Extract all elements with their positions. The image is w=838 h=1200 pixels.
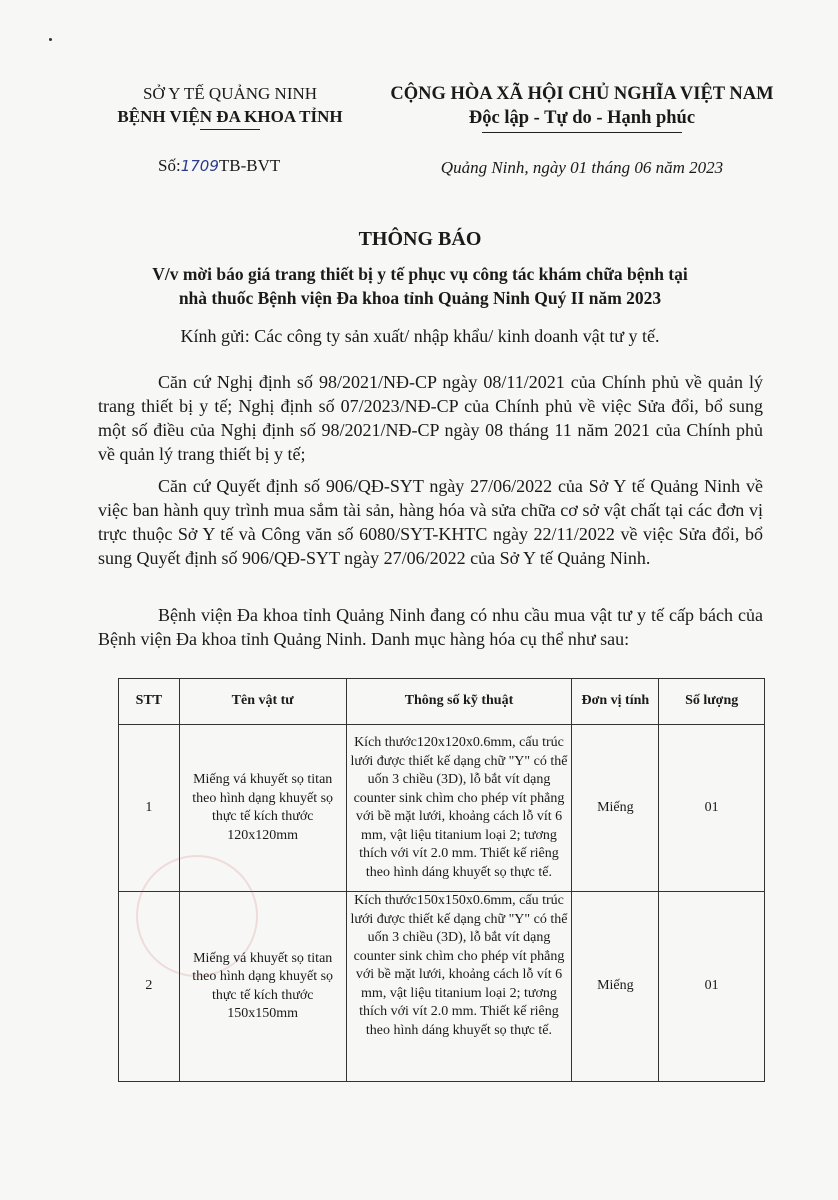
nation-name: CỘNG HÒA XÃ HỘI CHỦ NGHĨA VIỆT NAM [390,84,774,104]
document-subject [60,262,780,310]
header-stt: STT [119,679,180,725]
cell-qty: 01 [659,892,765,1082]
issuing-organization [100,82,360,130]
cell-unit: Miếng [572,892,659,1082]
header-spec: Thông số kỹ thuật [346,679,572,725]
handwritten-number: 1709 [180,157,219,175]
national-motto: Độc lập - Tự do - Hạnh phúc [468,108,696,128]
organization-underline [200,129,260,130]
header-name: Tên vật tư [179,679,346,725]
motto-underline [482,132,682,133]
cell-stt: 2 [119,892,180,1082]
date-line: Quảng Ninh, ngày 01 tháng 06 năm 2023 [440,158,724,177]
subject-line-2: nhà thuốc Bệnh viện Đa khoa tỉnh Quảng Ninh Quý II năm 2023 [178,288,662,308]
header-unit: Đơn vị tính [572,679,659,725]
document-title: THÔNG BÁO [358,228,482,250]
header-qty: Số lượng [659,679,765,725]
paragraph-demand: Bệnh viện Đa khoa tỉnh Quảng Ninh đang có nhu cầu mua vật tư y tế cấp bách của Bệnh viện Đa khoa tỉnh Quảng Ninh. Danh mục hàng hóa cụ thể như sau: [98,605,763,649]
scan-speck [49,38,52,41]
faded-stamp [136,855,258,977]
cell-name: Miếng vá khuyết sọ titan theo hình dạng khuyết sọ thực tế kích thước 120x120mm [179,725,346,892]
cell-stt: 1 [119,725,180,892]
document-number [158,156,280,176]
cell-unit: Miếng [572,725,659,892]
subject-line-1: V/v mời báo giá trang thiết bị y tế phục vụ công tác khám chữa bệnh tại [152,264,688,284]
organization-name: BỆNH VIỆN ĐA KHOA TỈNH [117,107,343,126]
paragraph-legal-basis-2: Căn cứ Quyết định số 906/QĐ-SYT ngày 27/06/2022 của Sở Y tế Quảng Ninh về việc ban hành quy trình mua sắm tài sản, hàng hóa và sửa chữa cơ sở vật chất tại các đơn vị trực thuộc Sở Y tế và Công văn số 6080/SYT-KHTC ngày 22/11/2022 về việc Sửa đổi, bổ sung Quyết định số 906/QĐ-SYT ngày 27/06/2022 của Sở Y tế Quảng Ninh. [98,476,763,568]
paragraph-legal-basis-1: Căn cứ Nghị định số 98/2021/NĐ-CP ngày 08/11/2021 của Chính phủ về quản lý trang thiết bị y tế; Nghị định số 07/2023/NĐ-CP của Chính phủ về việc Sửa đổi, bổ sung một số điều của Nghị định số 98/2021/NĐ-CP ngày 08 tháng 11 năm 2021 của Chính phủ về quản lý trang thiết bị y tế; [98,372,763,464]
doc-number-prefix: Số: [158,156,181,175]
parent-organization: SỞ Y TẾ QUẢNG NINH [142,84,318,103]
cell-name: Miếng vá khuyết sọ titan theo hình dạng khuyết sọ thực tế kích thước 150x150mm [179,892,346,1082]
cell-spec: Kích thước120x120x0.6mm, cấu trúc lưới được thiết kế dạng chữ "Y" có thể uốn 3 chiều (3D), lỗ bắt vít dạng counter sink chìm cho phép vít phẳng với bề mặt lưới, khoảng cách lỗ vít 6 mm, vật liệu titanium loại 2; tương thích với vít 2.0 mm. Thiết kế riêng theo hình dáng khuyết sọ thực tế. [346,725,572,892]
national-heading [372,82,792,133]
cell-qty: 01 [659,725,765,892]
cell-spec: Kích thước150x150x0.6mm, cấu trúc lưới được thiết kế dạng chữ "Y" có thể uốn 3 chiều (3D), lỗ bắt vít dạng counter sink chìm cho phép vít phẳng với bề mặt lưới, khoảng cách lỗ vít 6 mm, vật liệu titanium loại 2; tương thích với vít 2.0 mm. Thiết kế riêng theo hình dáng khuyết sọ thực tế. [346,892,572,1082]
doc-number-suffix: TB-BVT [218,156,281,175]
greeting: Kính gửi: Các công ty sản xuất/ nhập khẩu/ kinh doanh vật tư y tế. [180,326,660,346]
table-header-row [119,679,765,725]
